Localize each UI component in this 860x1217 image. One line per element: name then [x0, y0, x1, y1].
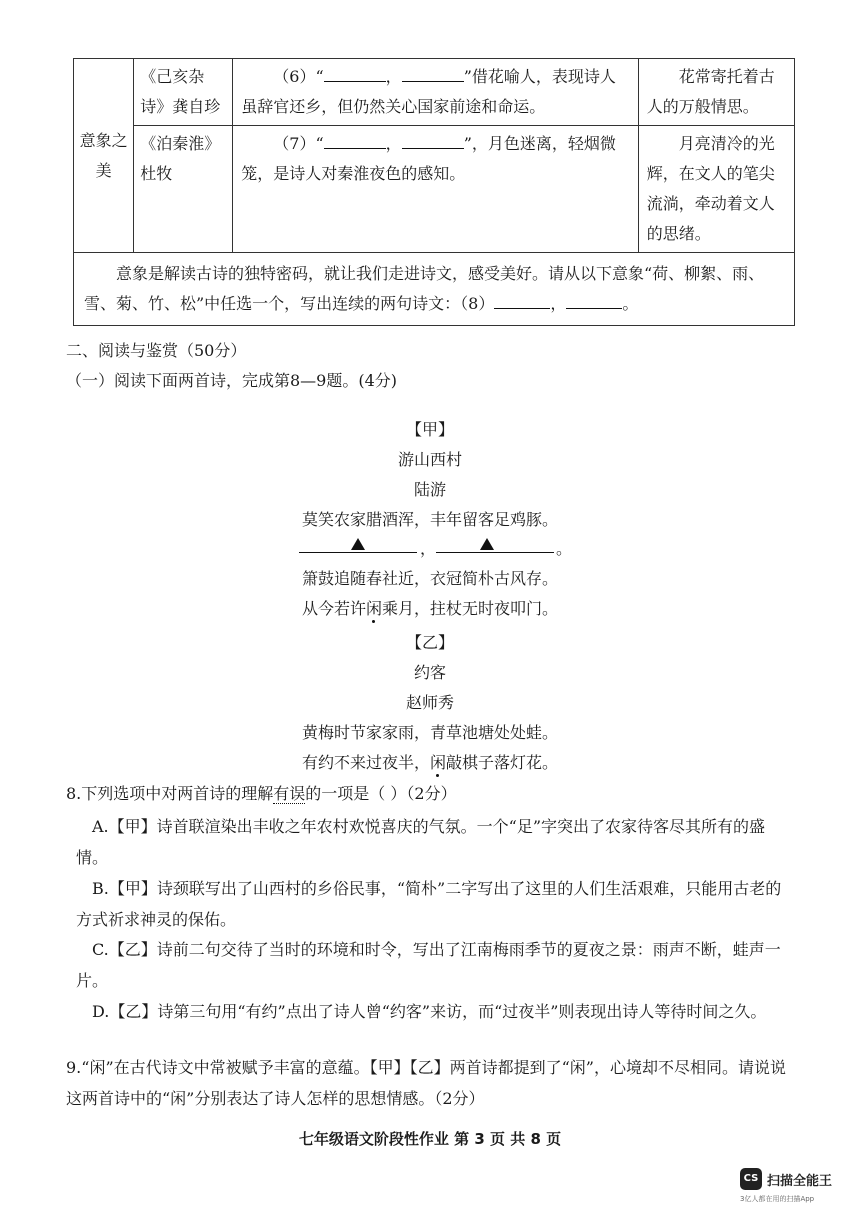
emphasis-char: 闲	[365, 599, 382, 618]
option-d[interactable]: D.【乙】诗第三句用“有约”点出了诗人曾“约客”来访，而“过夜半”则表现出诗人等待时间之久。	[92, 1002, 767, 1021]
watermark-subtitle: 3亿人都在用的扫描App	[740, 1195, 815, 1203]
text: 从今若许	[301, 599, 366, 618]
answer-blank[interactable]	[324, 63, 386, 82]
text: 敲棋子落灯花。	[446, 753, 559, 772]
comma: ，	[420, 539, 437, 558]
triangle-icon	[351, 538, 365, 550]
camscanner-logo: CS	[740, 1168, 762, 1190]
section-title: 二、阅读与鉴赏（50分）	[66, 341, 247, 360]
answer-blank[interactable]	[566, 290, 622, 309]
question-text: ”，月色迷离，轻烟微笼，是诗人对秦淮夜色的感知。	[241, 134, 616, 183]
poem-b-tag: 【乙】	[405, 633, 454, 652]
table-row	[74, 253, 795, 326]
answer-blank[interactable]	[324, 130, 386, 149]
poem-a-line3: 箫鼓追随春社近，衣冠简朴古风存。	[301, 569, 558, 588]
period: 。	[622, 294, 639, 313]
answer-blank[interactable]	[436, 538, 554, 553]
task-text: 意象是解读古诗的独特密码，就让我们走进诗文，感受美好。请从以下意象“荷、柳絮、雨、雪、菊、竹、松”中任选一个，写出连续的两句诗文：（8）	[84, 264, 765, 313]
page-footer: 七年级语文阶段性作业 第 3 页 共 8 页	[298, 1130, 562, 1148]
text: 的一项是（ ）（2分）	[305, 784, 457, 803]
scanner-watermark	[740, 1168, 850, 1208]
question-8-stem	[66, 778, 782, 809]
source-cell: 《泊秦淮》杜牧	[134, 126, 233, 253]
question-number: （6）“	[273, 67, 324, 86]
comment-cell: 月亮清冷的光辉，在文人的笔尖流淌，牵动着文人的思绪。	[638, 126, 794, 253]
answer-blank[interactable]	[494, 290, 550, 309]
poem-b-title: 约客	[413, 663, 446, 682]
comma: ，	[385, 134, 402, 153]
question-text: ”借花喻人，表现诗人虽辞官还乡，但仍然关心国家前途和命运。	[241, 67, 616, 116]
option-c[interactable]: C.【乙】诗前二句交待了当时的环境和时令，写出了江南梅雨季节的夏夜之景：雨声不断，蛙声一片。	[76, 940, 781, 990]
question-cell	[233, 126, 638, 253]
source-cell: 《己亥杂诗》龚自珍	[134, 59, 233, 126]
text: 8.下列选项中对两首诗的理解	[66, 784, 274, 803]
poem-a-title: 游山西村	[397, 450, 462, 469]
table-row	[74, 59, 795, 126]
question-9: 9.“闲”在古代诗文中常被赋予丰富的意蕴。【甲】【乙】两首诗都提到了“闲”，心境却不尽相同。请说说这两首诗中的“闲”分别表达了诗人怎样的思想情感。（2分）	[66, 1058, 786, 1108]
poem-b-line2	[0, 750, 860, 773]
poem-a-tag: 【甲】	[405, 420, 454, 439]
comma: ，	[385, 67, 402, 86]
question-cell	[233, 59, 638, 126]
option-a[interactable]: A.【甲】诗首联渲染出丰收之年农村欢悦喜庆的气氛。一个“足”字突出了农家待客尽其所有的盛情。	[76, 817, 766, 867]
table-row	[74, 126, 795, 253]
period: 。	[556, 539, 573, 558]
footer-task-cell	[74, 253, 795, 326]
poem-b-line1: 黄梅时节家家雨，青草池塘处处蛙。	[301, 723, 558, 742]
emphasis-text: 有误	[273, 784, 306, 803]
option-b[interactable]: B.【甲】诗颈联写出了山西村的乡俗民事，“简朴”二字写出了这里的人们生活艰难，只能用古老的方式祈求神灵的保佑。	[76, 879, 782, 929]
poem-b-author: 赵师秀	[405, 693, 454, 712]
text: 乘月，拄杖无时夜叩门。	[382, 599, 559, 618]
triangle-icon	[480, 538, 494, 550]
question-number: （7）“	[273, 134, 324, 153]
comma: ，	[550, 294, 567, 313]
comment-cell: 花常寄托着古人的万般情思。	[638, 59, 794, 126]
watermark-name: 扫描全能王	[767, 1174, 833, 1189]
imagery-table	[73, 58, 795, 326]
answer-blank[interactable]	[402, 63, 464, 82]
answer-blank[interactable]	[402, 130, 464, 149]
poem-a-author: 陆游	[413, 480, 446, 499]
poem-a-line4	[0, 596, 860, 619]
poem-a-line1: 莫笑农家腊酒浑，丰年留客足鸡豚。	[301, 510, 558, 529]
section-subtitle: （一）阅读下面两首诗，完成第8—9题。(4分)	[66, 371, 398, 390]
emphasis-char: 闲	[429, 753, 446, 772]
category-cell: 意象之美	[74, 59, 134, 253]
text: 有约不来过夜半，	[301, 753, 430, 772]
